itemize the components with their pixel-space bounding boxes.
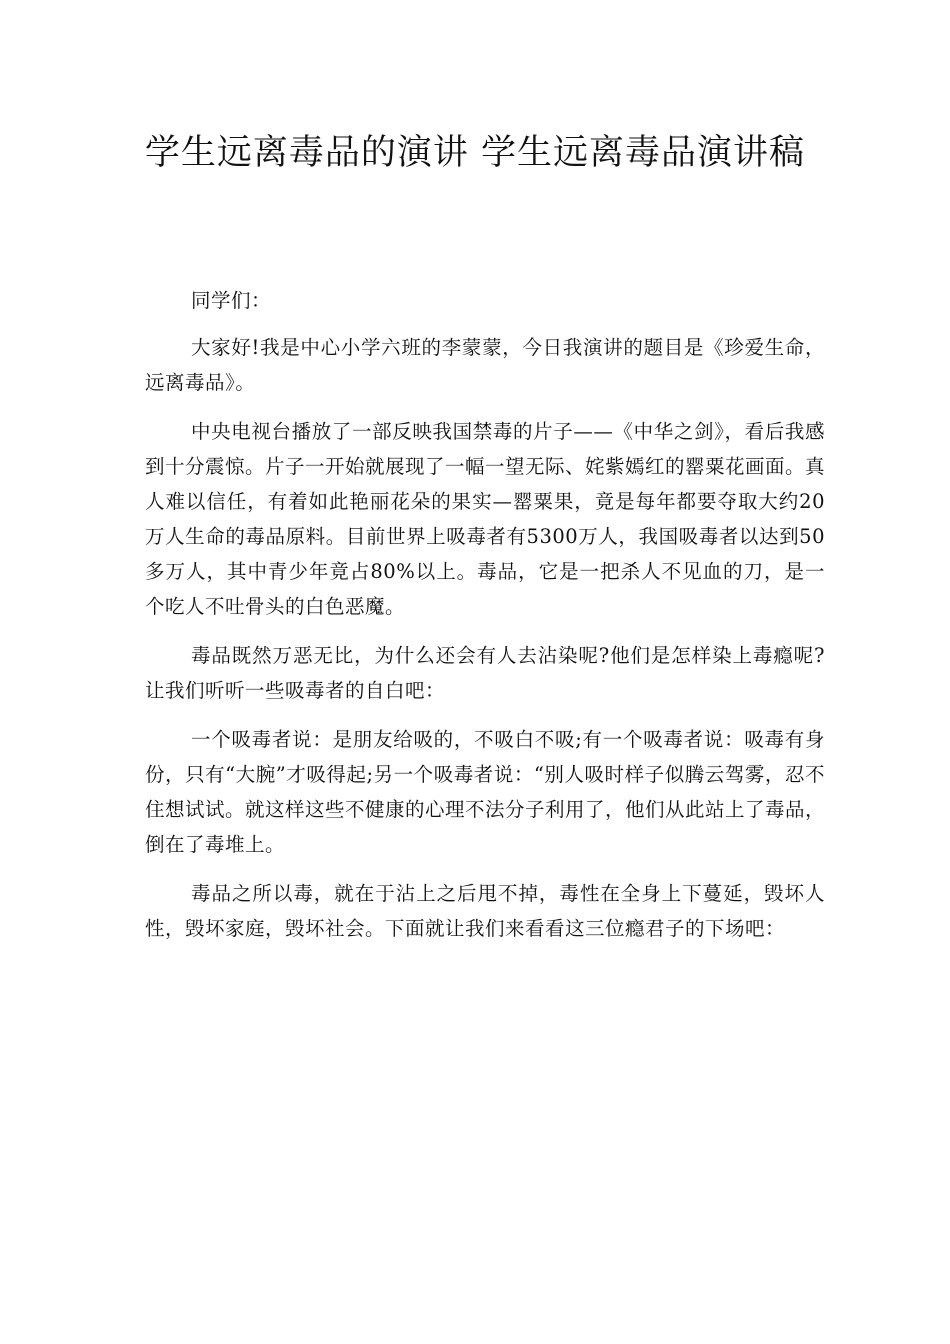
paragraph-documentary: 中央电视台播放了一部反映我国禁毒的片子——《中华之剑》，看后我感到十分震惊。片子一开始就展现了一幅一望无际、姹紫嫣红的罂粟花画面。真人难以信任，有着如此艳丽花朵的果实—罂粟果，竟是每年都要夺取大约20万人生命的毒品原料。目前世界上吸毒者有5300万人，我国吸毒者以达到50多万人，其中青少年竟占80%以上。毒品，它是一把杀人不见血的刀，是一个吃人不吐骨头的白色恶魔。: [145, 420, 826, 618]
paragraph-confessions: 一个吸毒者说：是朋友给吸的，不吸白不吸;有一个吸毒者说：吸毒有身份，只有“大腕”才吸得起;另一个吸毒者说：“别人吸时样子似腾云驾雾，忍不住想试试。就这样这些不健康的心理不法分子利用了，他们从此站上了毒品，倒在了毒堆上。: [145, 728, 826, 856]
document-title: 学生远离毒品的演讲 学生远离毒品演讲稿: [144, 133, 806, 173]
paragraph-salutation: 同学们：: [191, 289, 272, 312]
paragraph-greeting: 大家好!我是中心小学六班的李蒙蒙，今日我演讲的题目是《珍爱生命，远离毒品》。: [145, 336, 825, 394]
document-body: [145, 283, 825, 960]
paragraph-consequences: 毒品之所以毒，就在于沾上之后甩不掉，毒性在全身上下蔓延，毁坏人性，毁坏家庭，毁坏社会。下面就让我们来看看这三位瘾君子的下场吧：: [145, 882, 825, 940]
paragraph-question: 毒品既然万恶无比，为什么还会有人去沾染呢?他们是怎样染上毒瘾呢?让我们听听一些吸毒者的自白吧：: [145, 644, 825, 702]
